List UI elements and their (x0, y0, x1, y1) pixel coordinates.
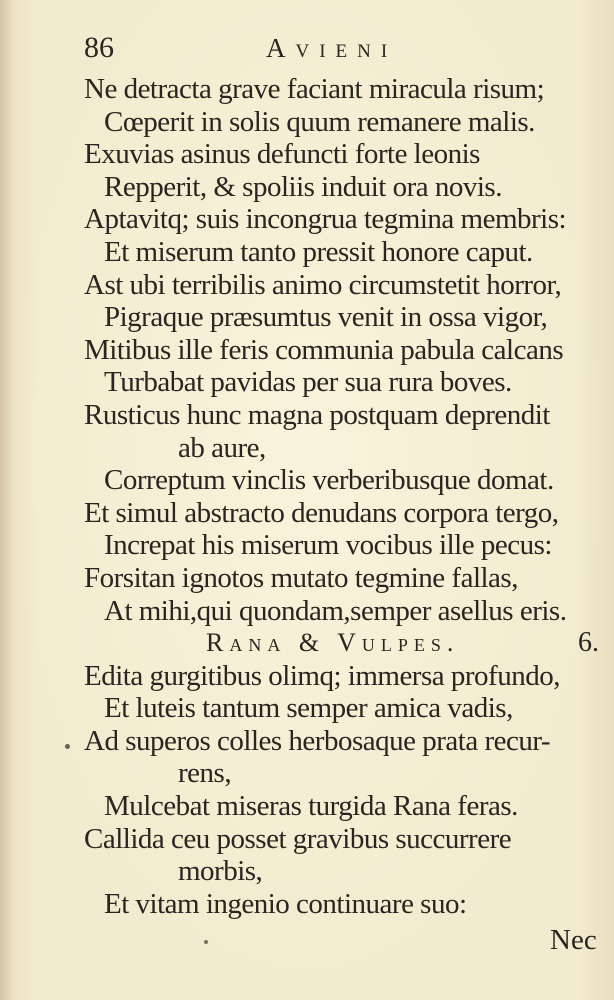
catchword: Nec (550, 924, 597, 956)
verse-line-continuation: morbis, (178, 855, 263, 888)
verse-line: Aptavitq; suis incongrua tegmina membris: (84, 203, 567, 236)
verse-line: Callida ceu posset gravibus succurrere (84, 822, 512, 855)
verse-line: Exuvias asinus defuncti forte leonis (84, 138, 480, 171)
verse-line: Rusticus hunc magna postquam deprendit (84, 398, 550, 431)
verse-line: Et vitam ingenio continuare suo: (104, 887, 467, 920)
verse-line: Ne detracta grave faciant miracula risum; (84, 73, 545, 105)
fable-number: 6. (578, 627, 599, 659)
verse-line: Edita gurgitibus olimq; immersa profundo, (84, 659, 560, 692)
verse-line: Mulcebat miseras turgida Rana feras. (104, 790, 518, 823)
verse-line: Turbabat pavidas per sua rura boves. (104, 366, 512, 399)
margin-mark (65, 744, 70, 749)
page-number: 86 (84, 31, 114, 64)
verse-line: At mihi,qui quondam,semper asellus eris. (104, 594, 567, 627)
verse-line: Pigraque præsumtus venit in ossa vigor, (104, 301, 548, 334)
fable-heading (0, 627, 614, 660)
poem-text (0, 73, 614, 920)
verse-line: Increpat his miserum vocibus ille pecus: (104, 529, 552, 562)
verse-line: Et simul abstracto denudans corpora tergo, (84, 496, 559, 529)
verse-line: Cœperit in solis quum remanere malis. (104, 105, 535, 138)
verse-line: Et luteis tantum semper amica vadis, (104, 692, 513, 725)
fable-title: Rana & Vulpes. (206, 628, 460, 658)
page-header (84, 28, 584, 68)
running-head: Avieni (266, 33, 398, 63)
verse-line-continuation: rens, (178, 757, 232, 790)
verse-line: Ad superos colles herbosaque prata recur- (84, 724, 551, 757)
verse-line: Correptum vinclis verberibusque domat. (104, 464, 554, 497)
verse-line: Mitibus ille feris communia pabula calcans (84, 333, 564, 366)
ink-speck (204, 940, 208, 944)
verse-line: Et miserum tanto pressit honore caput. (104, 235, 533, 268)
verse-line-continuation: ab aure, (178, 431, 266, 464)
verse-line: Repperit, & spoliis induit ora novis. (104, 170, 502, 203)
verse-line: Forsitan ignotos mutato tegmine fallas, (84, 561, 518, 594)
verse-line: Ast ubi terribilis animo circumstetit horror, (84, 268, 562, 301)
